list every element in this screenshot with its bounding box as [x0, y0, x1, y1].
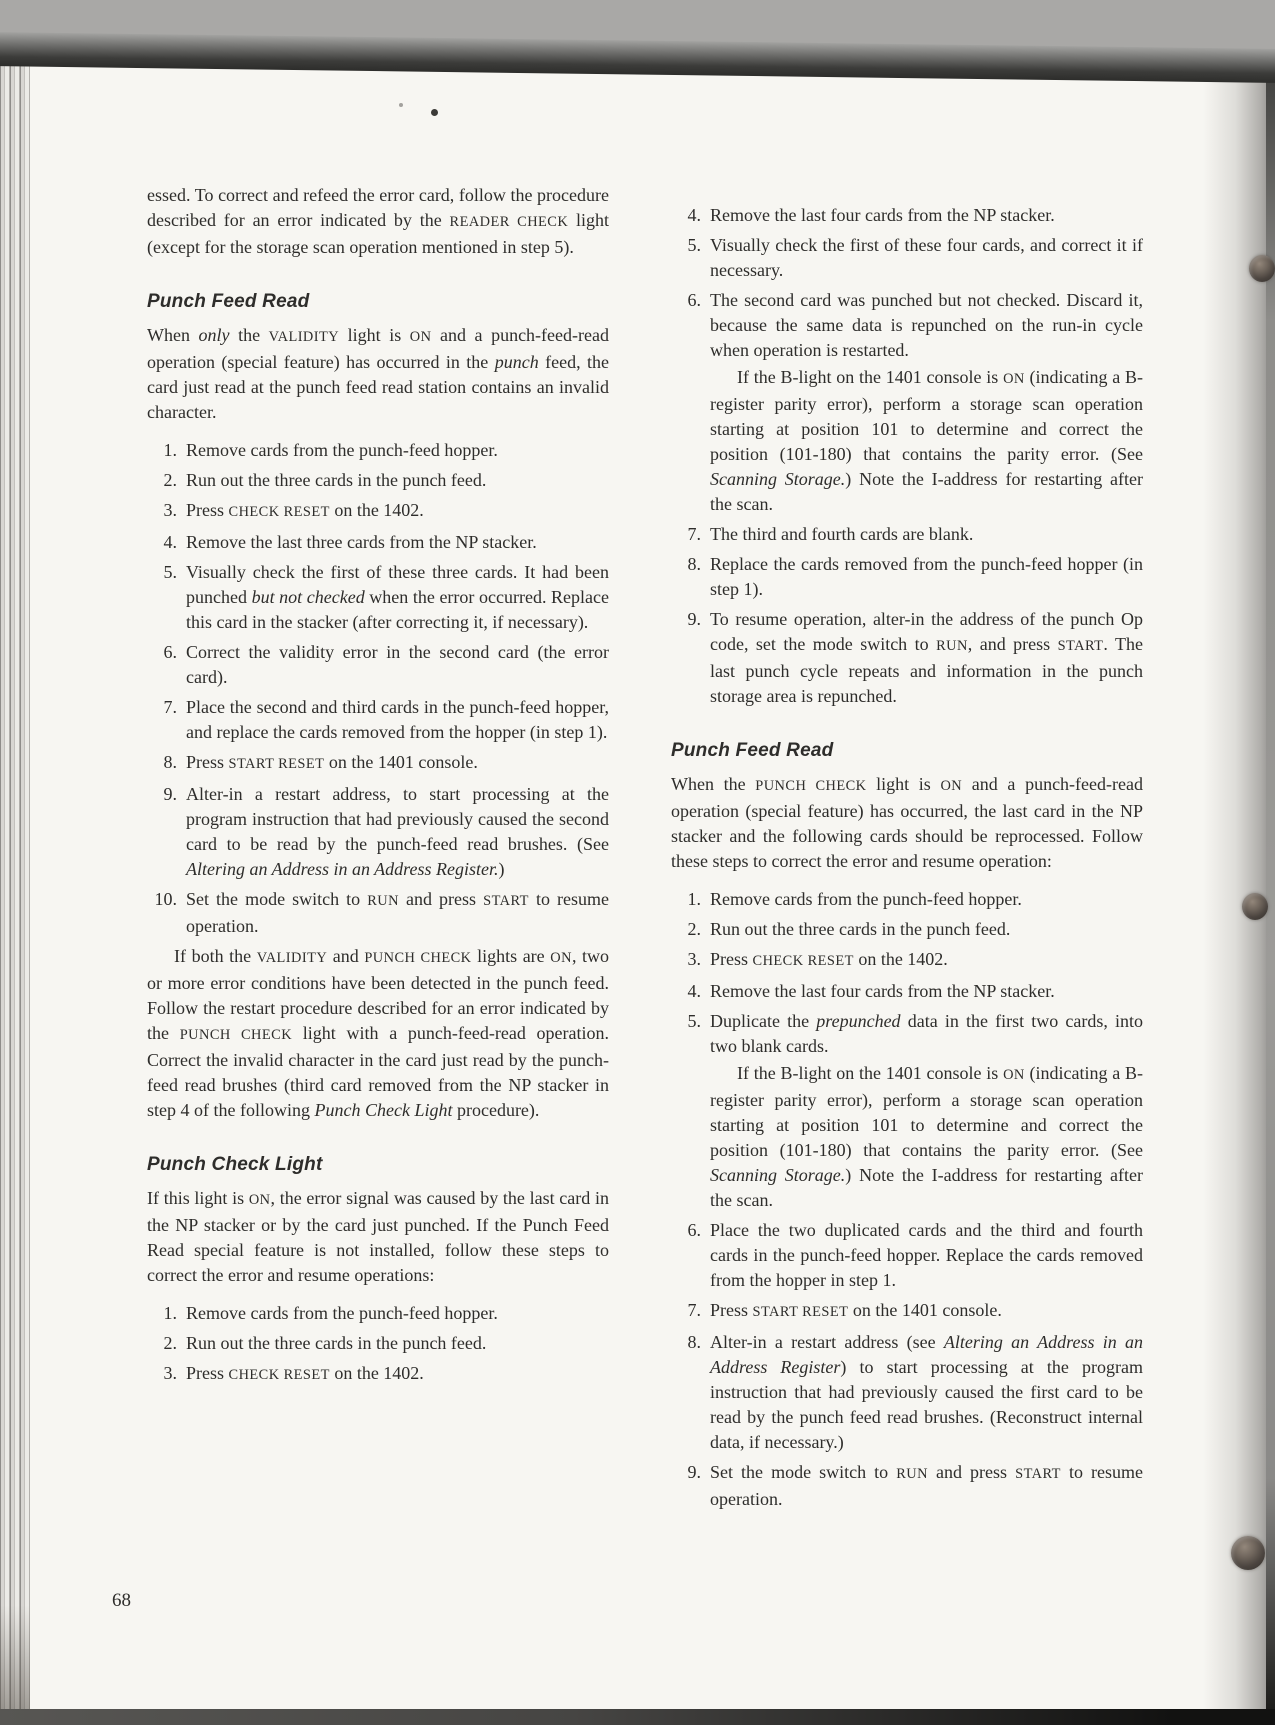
smallcaps-text: VALIDITY [268, 329, 340, 345]
text-run: the [229, 325, 269, 345]
list-item-text [186, 750, 609, 777]
text-run: Visually check the first of these three cards. It had been punched [186, 562, 609, 607]
text-run: and [327, 946, 365, 966]
page-curl-shading [1203, 56, 1275, 1710]
text-run: Visually check the first of these four cards, and correct it if necessary. [710, 235, 1143, 280]
smallcaps-text: PUNCH CHECK [755, 778, 867, 794]
text-run: light is [866, 774, 941, 794]
list-item-subparagraph [710, 1061, 1143, 1213]
list-item-text [710, 522, 1143, 547]
text-run: on the 1401 console. [324, 752, 478, 772]
section-heading: Punch Feed Read [147, 291, 310, 312]
text-run: Remove cards from the punch-feed hopper. [186, 440, 498, 460]
text-run: , and press [967, 634, 1058, 654]
text-run: to resume operation. [186, 889, 610, 936]
text-run: data in the first two cards, into two blank cards. [710, 1011, 1143, 1056]
list-item-number: 3. [687, 949, 701, 969]
page-stack-shadow [0, 1605, 30, 1725]
smallcaps-text: START [1015, 1466, 1061, 1482]
list-item [671, 1460, 1143, 1512]
smallcaps-text: ON [409, 329, 432, 345]
text-run: and a punch-feed-read operation (special feature) has occurred in the [147, 325, 609, 372]
list-item-text [186, 468, 609, 493]
italic-text: Scanning Storage. [710, 1165, 846, 1185]
text-run: , two or more error conditions have been detected in the punch feed. Follow the restart procedure described for an error indicated by the [147, 946, 610, 1043]
smallcaps-text: ON [248, 1192, 271, 1208]
list-item [671, 947, 1143, 974]
text-run: Replace the cards removed from the punch-feed hopper (in step 1). [710, 554, 1143, 599]
text-run: Press [710, 1300, 753, 1320]
list-item-text [710, 1330, 1143, 1455]
list-item [671, 887, 1143, 912]
text-run: and press [927, 1462, 1016, 1482]
list-item-text [710, 1298, 1143, 1325]
list-item-text [186, 530, 609, 555]
text-run: Press [710, 949, 753, 969]
smallcaps-text: RUN [896, 1466, 928, 1482]
section-heading: Punch Feed Read [671, 740, 834, 761]
smallcaps-text: START RESET [228, 756, 325, 772]
list-item [671, 1298, 1143, 1325]
list-item-text [186, 1331, 609, 1356]
italic-text: punch [494, 352, 539, 372]
smallcaps-text: CHECK RESET [752, 953, 854, 969]
text-run: essed. To correct and refeed the error card, follow the procedure described for an error indicated by the [147, 185, 609, 230]
text-run: ) to start processing at the program instruction that had previously caused the first card to be read by the punch feed read brushes. (Reconstruct internal data, if necessary.) [710, 1357, 1143, 1452]
list-item-text [186, 498, 609, 525]
text-run: Duplicate the [710, 1011, 817, 1031]
list-item-number: 4. [687, 981, 701, 1001]
text-run: light is [339, 325, 410, 345]
page-right-edge [1266, 56, 1275, 1710]
text-run: on the 1401 console. [848, 1300, 1002, 1320]
list-item [671, 607, 1143, 709]
binder-hole [1249, 255, 1275, 282]
list-item [671, 552, 1143, 602]
ink-speck [399, 103, 403, 107]
list-item-text [186, 782, 609, 882]
text-run: . The last punch cycle repeats and information in the punch storage area is repunched. [710, 634, 1143, 706]
binder-hole [1231, 1536, 1265, 1570]
list-item-number: 1. [163, 1303, 177, 1323]
list-item-number: 9. [687, 609, 701, 629]
list-item-number: 8. [163, 752, 177, 772]
list-item-text [710, 1218, 1143, 1293]
text-run: Place the second and third cards in the punch-feed hopper, and replace the cards removed from the hopper (in step 1). [186, 697, 609, 742]
list-item-number: 9. [687, 1462, 701, 1482]
text-run: The second card was punched but not checked. Discard it, because the same data is repunched on the run-in cycle when operation is restarted. [710, 290, 1143, 360]
smallcaps-text: ON [940, 778, 963, 794]
text-run: ) [498, 859, 505, 879]
text-run: light with a punch-feed-read operation. Correct the invalid character in the card just read by the punch-feed read brushes (third card removed from the NP stacker in step 4 of the following [147, 1023, 610, 1120]
text-run: ) Note the I-address for restarting after the scan. [710, 469, 1143, 514]
smallcaps-text: RUN [936, 638, 968, 654]
text-run: on the 1402. [329, 1363, 424, 1383]
list-item-number: 3. [163, 1363, 177, 1383]
text-run: Remove the last four cards from the NP stacker. [710, 205, 1055, 225]
list-item-number: 10. [154, 889, 177, 909]
italic-text: Altering an Address in an Address Register. [186, 859, 499, 879]
list-item [147, 782, 609, 882]
list-item [671, 522, 1143, 547]
smallcaps-text: PUNCH CHECK [179, 1027, 293, 1043]
list-item-subparagraph [710, 365, 1143, 517]
list-item [147, 1331, 609, 1356]
paragraph [671, 772, 1143, 874]
list-item [671, 288, 1143, 517]
list-item [147, 530, 609, 555]
text-run: lights are [471, 946, 551, 966]
list-item [147, 468, 609, 493]
italic-text: Scanning Storage. [710, 469, 846, 489]
list-item-text [710, 1009, 1143, 1213]
list-item [147, 887, 609, 939]
list-item-text [710, 917, 1143, 942]
text-run: procedure). [452, 1100, 540, 1120]
text-run: on the 1402. [853, 949, 948, 969]
text-run: and press [398, 889, 484, 909]
text-run: If both the [174, 946, 257, 966]
list-item [147, 560, 609, 635]
text-run: Alter-in a restart address (see [710, 1332, 944, 1352]
smallcaps-text: START RESET [752, 1304, 849, 1320]
paragraph [147, 944, 609, 1123]
text-run: When [147, 325, 199, 345]
list-item-number: 1. [687, 889, 701, 909]
list-item [671, 233, 1143, 283]
list-item-text [710, 288, 1143, 517]
list-item-number: 4. [687, 205, 701, 225]
list-item-number: 7. [687, 1300, 701, 1320]
smallcaps-text: ON [1003, 371, 1025, 387]
list-item-number: 6. [163, 642, 177, 662]
list-item-number: 7. [687, 524, 701, 544]
smallcaps-text: CHECK RESET [228, 504, 330, 520]
text-run: when the error occurred. Replace this card in the stacker (after correcting it, if necessary). [186, 587, 610, 632]
text-run: Remove cards from the punch-feed hopper. [710, 889, 1022, 909]
text-run: Correct the validity error in the second card (the error card). [186, 642, 609, 687]
smallcaps-text: CHECK RESET [228, 1367, 330, 1383]
text-run: Press [186, 1363, 229, 1383]
text-run: light (except for the storage scan operation mentioned in step 5). [147, 210, 609, 257]
list-item-text [710, 552, 1143, 602]
list-item-text [710, 1460, 1143, 1512]
list-item [147, 640, 609, 690]
text-run: to resume operation. [710, 1462, 1144, 1509]
page-stack-edge [0, 56, 30, 1710]
left-column [147, 183, 609, 1393]
list-item-text [186, 1301, 609, 1326]
list-item-text [710, 979, 1143, 1004]
italic-text: only [198, 325, 230, 345]
list-item [671, 1009, 1143, 1213]
text-run: Remove the last three cards from the NP stacker. [186, 532, 537, 552]
paragraph [147, 1186, 609, 1288]
list-item-number: 6. [687, 290, 701, 310]
smallcaps-text: START [483, 893, 529, 909]
list-item-number: 7. [163, 697, 177, 717]
list-item-text [186, 640, 609, 690]
text-run: ) Note the I-address for restarting after the scan. [710, 1165, 1143, 1210]
text-run: If the B-light on the 1401 console is [737, 367, 1004, 387]
smallcaps-text: READER CHECK [449, 214, 569, 230]
section-heading: Punch Check Light [147, 1154, 323, 1175]
list-item-text [710, 233, 1143, 283]
paragraph [147, 183, 609, 260]
italic-text: Punch Check Light [314, 1100, 453, 1120]
list-item-text [186, 887, 609, 939]
list-item [147, 750, 609, 777]
smallcaps-text: RUN [367, 893, 399, 909]
list-item-number: 6. [687, 1220, 701, 1240]
list-item-text [186, 695, 609, 745]
text-run: If the B-light on the 1401 console is [737, 1063, 1004, 1083]
text-run: Press [186, 500, 229, 520]
page-number: 68 [112, 1590, 131, 1611]
list-item-text [710, 947, 1143, 974]
italic-text: Altering an Address in an Address Register [710, 1332, 1143, 1377]
list-item [671, 917, 1143, 942]
text-run: on the 1402. [329, 500, 424, 520]
text-run: If this light is [147, 1188, 249, 1208]
text-run: feed, the card just read at the punch feed read station contains an invalid character. [147, 352, 610, 422]
smallcaps-text: ON [550, 950, 572, 966]
text-run: Press [186, 752, 229, 772]
smallcaps-text: VALIDITY [256, 950, 328, 966]
list-item-text [186, 438, 609, 463]
list-item-number: 1. [163, 440, 177, 460]
list-item-number: 4. [163, 532, 177, 552]
text-run: Remove the last four cards from the NP stacker. [710, 981, 1055, 1001]
list-item [671, 1330, 1143, 1455]
list-item [147, 498, 609, 525]
list-item-text [710, 203, 1143, 228]
list-item [147, 1361, 609, 1388]
list-item-number: 2. [687, 919, 701, 939]
list-item-number: 5. [687, 1011, 701, 1031]
list-item-number: 2. [163, 470, 177, 490]
list-item-text [710, 887, 1143, 912]
text-run: Set the mode switch to [186, 889, 368, 909]
list-item [671, 203, 1143, 228]
text-run: Run out the three cards in the punch feed. [186, 1333, 487, 1353]
list-item [147, 695, 609, 745]
list-item-number: 5. [163, 562, 177, 582]
list-item [671, 1218, 1143, 1293]
text-run: When the [671, 774, 756, 794]
italic-text: but not checked [251, 587, 365, 607]
text-run: (indicating a B-register parity error), perform a storage scan operation starting at position 101 to determine and correct the position (101-180) that contains the parity error. (See [710, 1063, 1143, 1160]
smallcaps-text: ON [1003, 1067, 1025, 1083]
list-item-number: 5. [687, 235, 701, 255]
text-run: Place the two duplicated cards and the third and fourth cards in the punch-feed hopper. Replace the cards removed from the hopper in step 1. [710, 1220, 1143, 1290]
text-run: Remove cards from the punch-feed hopper. [186, 1303, 498, 1323]
list-item [147, 438, 609, 463]
smallcaps-text: PUNCH CHECK [364, 950, 472, 966]
text-run: , the error signal was caused by the last card in the NP stacker or by the card just punched. If the Punch Feed Read special feature is not installed, follow these steps to correct the error and resume operations: [147, 1188, 609, 1285]
ink-speck [431, 109, 438, 116]
list-item-number: 8. [687, 1332, 701, 1352]
list-item-number: 3. [163, 500, 177, 520]
list-item [147, 1301, 609, 1326]
list-item-number: 8. [687, 554, 701, 574]
text-run: Run out the three cards in the punch feed. [710, 919, 1011, 939]
text-run: To resume operation, alter-in the address of the punch Op code, set the mode switch to [710, 609, 1143, 654]
text-run: Run out the three cards in the punch feed. [186, 470, 487, 490]
binder-hole [1242, 893, 1268, 920]
paragraph [147, 323, 609, 425]
scanner-bottom-edge [0, 1709, 1275, 1725]
text-run: Alter-in a restart address, to start processing at the program instruction that had previously caused the second card to be read by the punch-feed read brushes. (See [186, 784, 609, 854]
list-item [671, 979, 1143, 1004]
italic-text: prepunched [816, 1011, 901, 1031]
text-run: The third and fourth cards are blank. [710, 524, 974, 544]
smallcaps-text: START [1057, 638, 1104, 654]
text-run: (indicating a B-register parity error), perform a storage scan operation starting at position 101 to determine and correct the position (101-180) that contains the parity error. (See [710, 367, 1143, 464]
list-item-number: 9. [163, 784, 177, 804]
text-run: Set the mode switch to [710, 1462, 897, 1482]
list-item-number: 2. [163, 1333, 177, 1353]
right-column [671, 203, 1143, 1517]
text-run: and a punch-feed-read operation (special feature) has occurred, the last card in the NP stacker and the following cards should be reprocessed. Follow these steps to correct the error and resume operation: [671, 774, 1143, 871]
list-item-text [186, 1361, 609, 1388]
list-item-text [186, 560, 609, 635]
list-item-text [710, 607, 1143, 709]
